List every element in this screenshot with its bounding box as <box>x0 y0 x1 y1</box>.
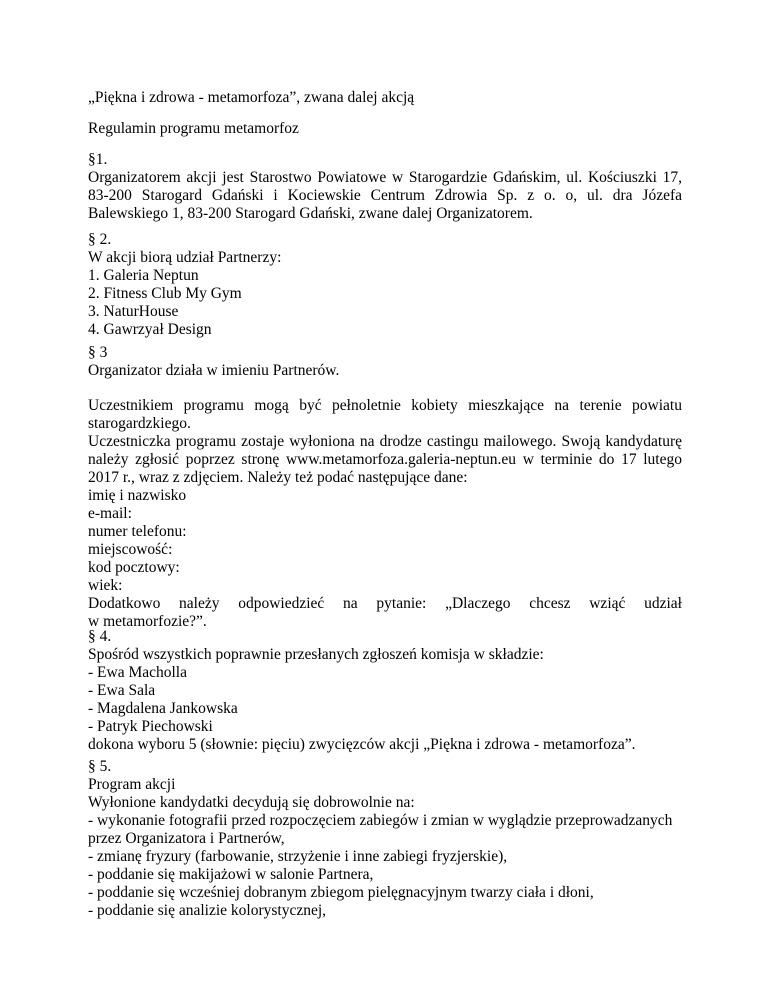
committee-member: - Ewa Sala <box>88 682 156 699</box>
required-field: wiek: <box>88 577 123 594</box>
program-item: - poddanie się makijażowi w salonie Partnera, <box>88 866 374 883</box>
section-3-text: Organizator działa w imieniu Partnerów. <box>88 362 340 379</box>
question-line: Dodatkowo należy odpowiedzieć na pytanie: „Dlaczego chcesz wziąć udział <box>88 595 682 612</box>
participants-section <box>88 397 682 631</box>
section-4-intro: Spośród wszystkich poprawnie przesłanych zgłoszeń komisja w składzie: <box>88 646 544 663</box>
required-field: miejscowość: <box>88 541 173 558</box>
partner-item: 1. Galeria Neptun <box>88 267 199 284</box>
section-5 <box>88 758 682 920</box>
section-3 <box>88 344 682 380</box>
required-field: imię i nazwisko <box>88 487 187 504</box>
section-4-heading: § 4. <box>88 628 112 645</box>
participants-line: starogardzkiego. <box>88 415 191 432</box>
section-4 <box>88 628 682 754</box>
section-2-heading: § 2. <box>88 231 112 248</box>
program-item: - poddanie się wcześniej dobranym zbiegom pielęgnacyjnym twarzy ciała i dłoni, <box>88 884 594 901</box>
committee-member: - Patryk Piechowski <box>88 718 213 735</box>
partner-item: 4. Gawrzyał Design <box>88 321 212 338</box>
section-1-heading: §1. <box>88 151 108 168</box>
section-3-heading: § 3 <box>88 344 108 361</box>
section-1 <box>88 151 682 223</box>
section-5-intro: Wyłonione kandydatki decydują się dobrowolnie na: <box>88 794 415 811</box>
subtitle-text: Regulamin programu metamorfoz <box>88 120 299 137</box>
section-5-subheading: Program akcji <box>88 776 176 793</box>
required-field: e-mail: <box>88 505 132 522</box>
participants-line: Uczestnikiem programu mogą być pełnoletnie kobiety mieszkające na terenie powiatu <box>88 397 682 414</box>
title-text: „Piękna i zdrowa - metamorfoza”, zwana dalej akcją <box>88 89 415 106</box>
partner-item: 2. Fitness Club My Gym <box>88 285 242 302</box>
question-line: w metamorfozie?”. <box>88 613 207 630</box>
section-1-line: Balewskiego 1, 83-200 Starogard Gdański, zwane dalej Organizatorem. <box>88 205 533 222</box>
casting-line: Uczestniczka programu zostaje wyłoniona na drodze castingu mailowego. Swoją kandydaturę <box>88 433 682 450</box>
program-item: - zmianę fryzury (farbowanie, strzyżenie i inne zabiegi fryzjerskie), <box>88 848 508 865</box>
casting-line: 2017 r., wraz z zdjęciem. Należy też podać następujące dane: <box>88 469 468 486</box>
section-2 <box>88 231 682 339</box>
section-2-intro: W akcji biorą udział Partnerzy: <box>88 249 282 266</box>
section-4-outro: dokona wyboru 5 (słownie: pięciu) zwycięzców akcji „Piękna i zdrowa - metamorfoza”. <box>88 736 636 753</box>
program-item: przez Organizatora i Partnerów, <box>88 830 285 847</box>
section-1-line: Organizatorem akcji jest Starostwo Powiatowe w Starogardzie Gdańskim, ul. Kościuszki 17, <box>88 169 682 186</box>
casting-line: należy zgłosić poprzez stronę www.metamorfoza.galeria-neptun.eu w terminie do 17 lutego <box>88 451 682 468</box>
document-title <box>88 89 682 107</box>
section-1-line: 83-200 Starogard Gdański i Kociewskie Centrum Zdrowia Sp. z o. o, ul. dra Józefa <box>88 187 682 204</box>
required-field: kod pocztowy: <box>88 559 180 576</box>
program-item: - wykonanie fotografii przed rozpoczęciem zabiegów i zmian w wyglądzie przeprowadzanych <box>88 812 673 829</box>
program-item: - poddanie się analizie kolorystycznej, <box>88 902 327 919</box>
partner-item: 3. NaturHouse <box>88 303 179 320</box>
committee-member: - Ewa Macholla <box>88 664 187 681</box>
committee-member: - Magdalena Jankowska <box>88 700 238 717</box>
document-subtitle <box>88 120 682 138</box>
required-field: numer telefonu: <box>88 523 187 540</box>
section-5-heading: § 5. <box>88 758 112 775</box>
